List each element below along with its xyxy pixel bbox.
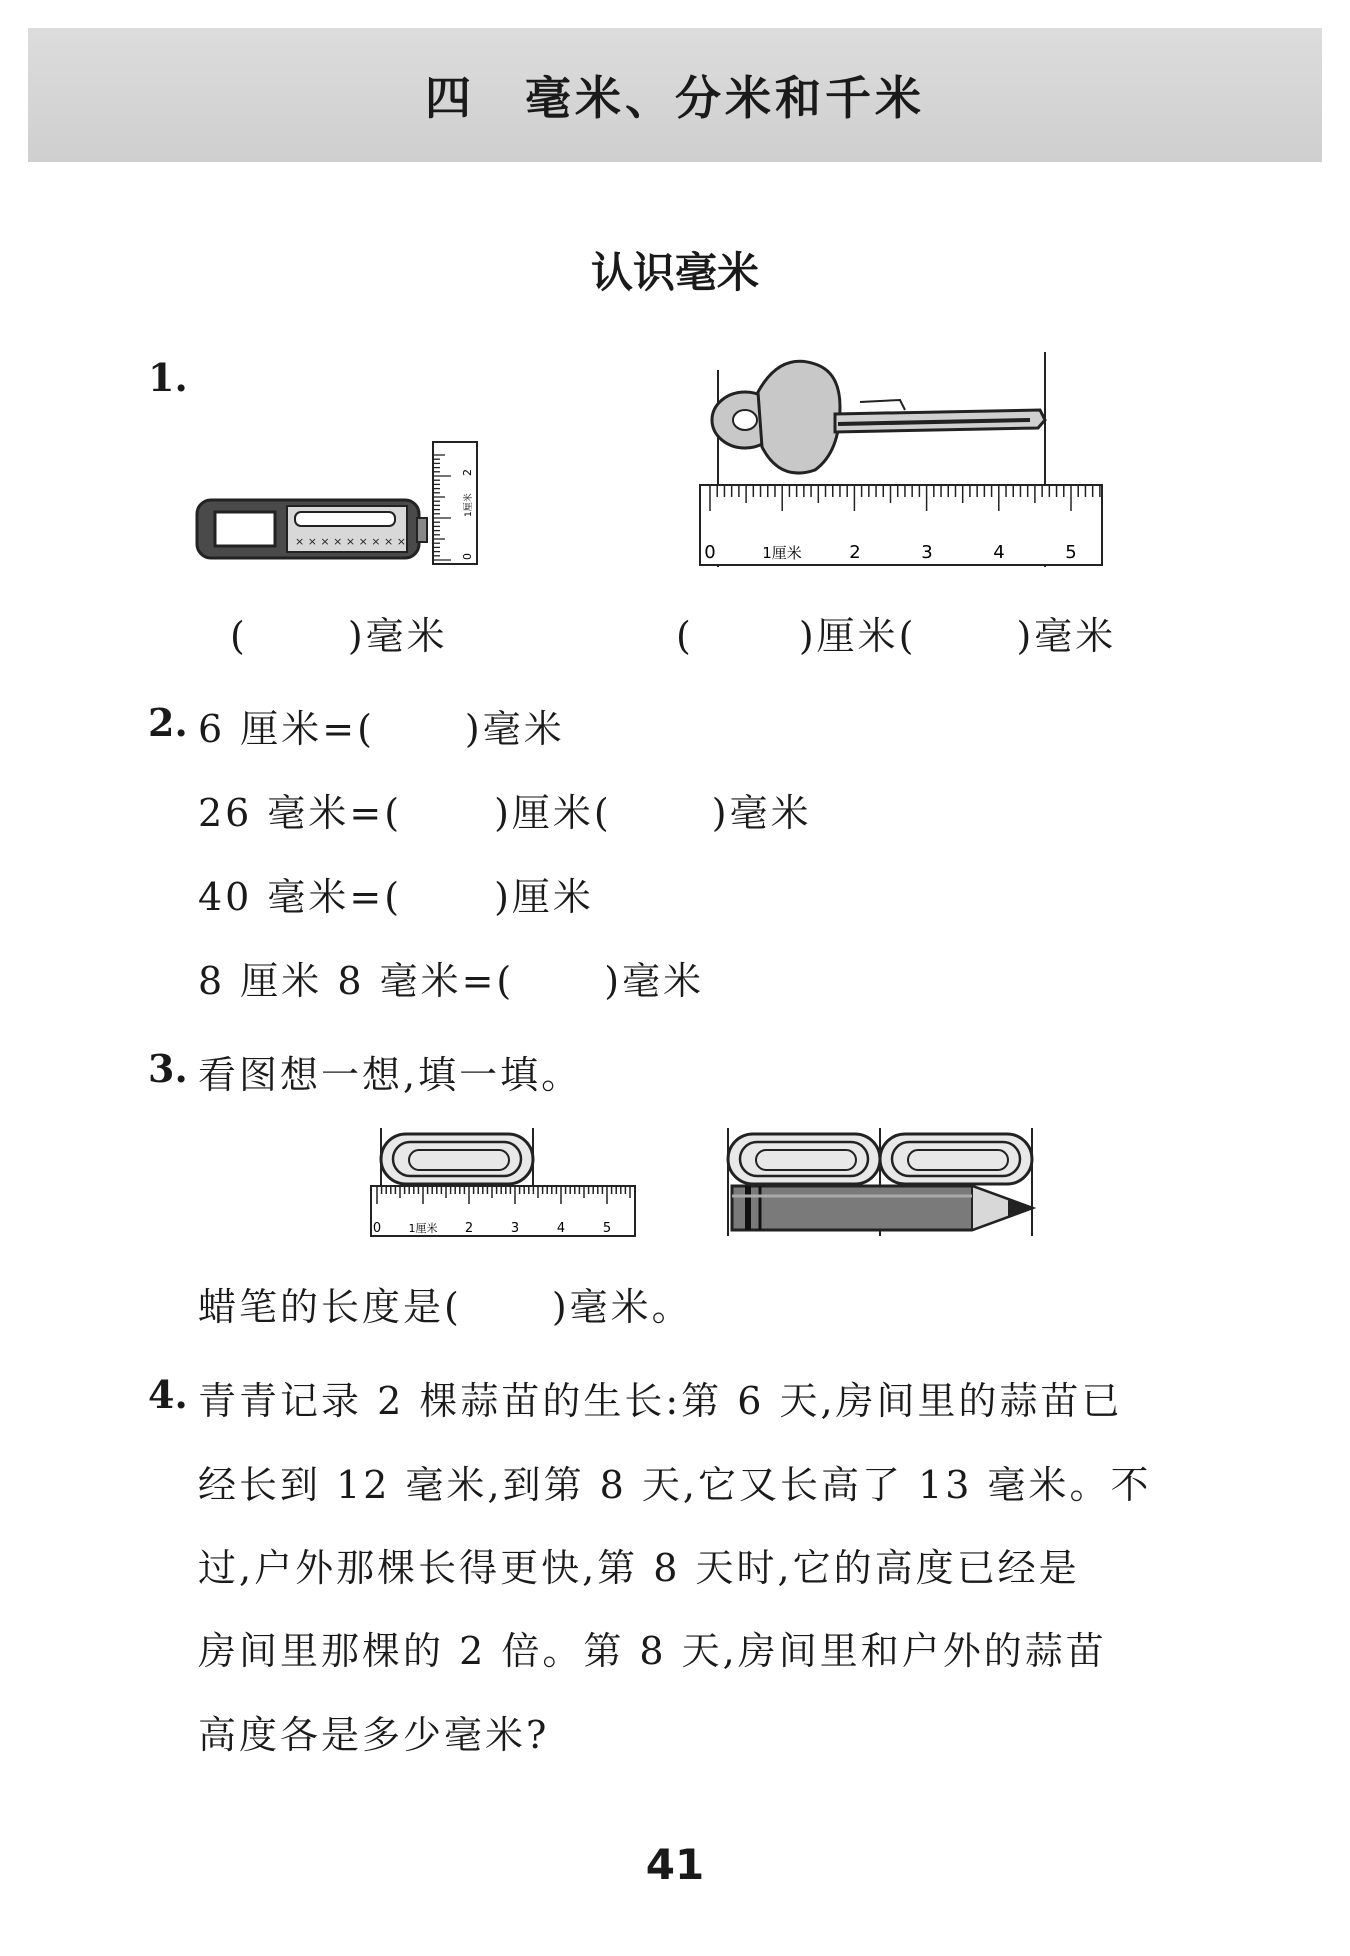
eraser-ruler-label: 0 (461, 553, 474, 560)
paperclip-ruler-label: 1厘米 (408, 1222, 438, 1235)
paperclip-ruler-label: 3 (510, 1221, 520, 1236)
q3-prompt: 看图想一想,填一填。 (198, 1053, 583, 1097)
q2-line-4-prefix: 8 厘米 8 毫米=( (198, 959, 515, 1003)
q2-line-4-suffix: )毫米 (604, 959, 705, 1003)
q2-line-2-prefix: 26 毫米=( (198, 791, 403, 835)
chapter-number: 四 (425, 71, 475, 125)
eraser-illustration (195, 440, 495, 570)
q4-text-line: 过,户外那棵长得更快,第 8 天时,它的高度已经是 (198, 1546, 1080, 1590)
q1-right-close: )毫米 (1016, 614, 1117, 658)
q4-text-line: 房间里那棵的 2 倍。第 8 天,房间里和户外的蒜苗 (198, 1629, 1107, 1673)
q1-right-answer (676, 605, 1116, 660)
chapter-heading (425, 62, 925, 128)
key-ruler-label: 0 (704, 542, 716, 563)
section-title: 认识毫米 (590, 248, 759, 297)
key-ruler-label: 4 (993, 542, 1005, 563)
key-illustration (700, 352, 1120, 572)
paperclip-ruler-label: 5 (602, 1221, 612, 1236)
q2-line-3-suffix: )厘米 (494, 875, 594, 919)
q3-answer-suffix: )毫米。 (551, 1285, 693, 1329)
q2-line-3-prefix: 40 毫米=( (198, 875, 403, 919)
question-2-number: 2. (148, 700, 188, 745)
question-3-number: 3. (148, 1046, 188, 1091)
q3-answer-prefix: 蜡笔的长度是( (198, 1285, 462, 1329)
q3-answer (198, 1276, 693, 1331)
q1-left-answer (230, 605, 448, 660)
chapter-title: 毫米、分米和千米 (525, 71, 925, 125)
key-ruler-label: 5 (1065, 542, 1077, 563)
q2-line-3 (198, 866, 594, 921)
q2-line-1-prefix: 6 厘米=( (198, 707, 375, 751)
q2-line-2-suffix: )毫米 (711, 791, 812, 835)
q2-line-1 (198, 698, 565, 753)
q2-line-2-mid: )厘米( (494, 791, 612, 835)
eraser-ruler-label: 2 (461, 469, 474, 476)
crayon-illustration (722, 1128, 1042, 1238)
q2-line-4 (198, 950, 704, 1005)
paperclip-ruler-label: 4 (556, 1221, 566, 1236)
paperclip-ruler-label: 2 (464, 1221, 474, 1236)
key-ruler-label: 2 (849, 542, 861, 563)
q1-left-close: )毫米 (347, 614, 448, 658)
key-ruler-label: 1厘米 (762, 544, 802, 562)
paperclip-ruler-label: 0 (372, 1221, 382, 1236)
q1-left-open: ( (230, 614, 248, 658)
key-ruler-label: 3 (921, 542, 933, 563)
q4-text-line: 青青记录 2 棵蒜苗的生长:第 6 天,房间里的蒜苗已 (198, 1379, 1123, 1423)
q1-right-open: ( (676, 614, 694, 658)
q2-line-1-suffix: )毫米 (464, 707, 565, 751)
q1-right-mid: )厘米( (798, 614, 917, 658)
svg-text:× × × × × × × × ×: × × × × × × × × × (295, 535, 406, 548)
q2-line-2 (198, 782, 812, 837)
q4-text-line: 高度各是多少毫米? (198, 1713, 550, 1757)
question-4-number: 4. (148, 1372, 188, 1417)
eraser-ruler-label: 1厘米 (464, 493, 474, 517)
paperclip-ruler-illustration (365, 1128, 645, 1238)
page-number: 41 (645, 1840, 705, 1889)
question-1-number: 1. (148, 355, 188, 400)
chapter-header (28, 28, 1322, 162)
q4-text-line: 经长到 12 毫米,到第 8 天,它又长高了 13 毫米。不 (198, 1463, 1152, 1507)
